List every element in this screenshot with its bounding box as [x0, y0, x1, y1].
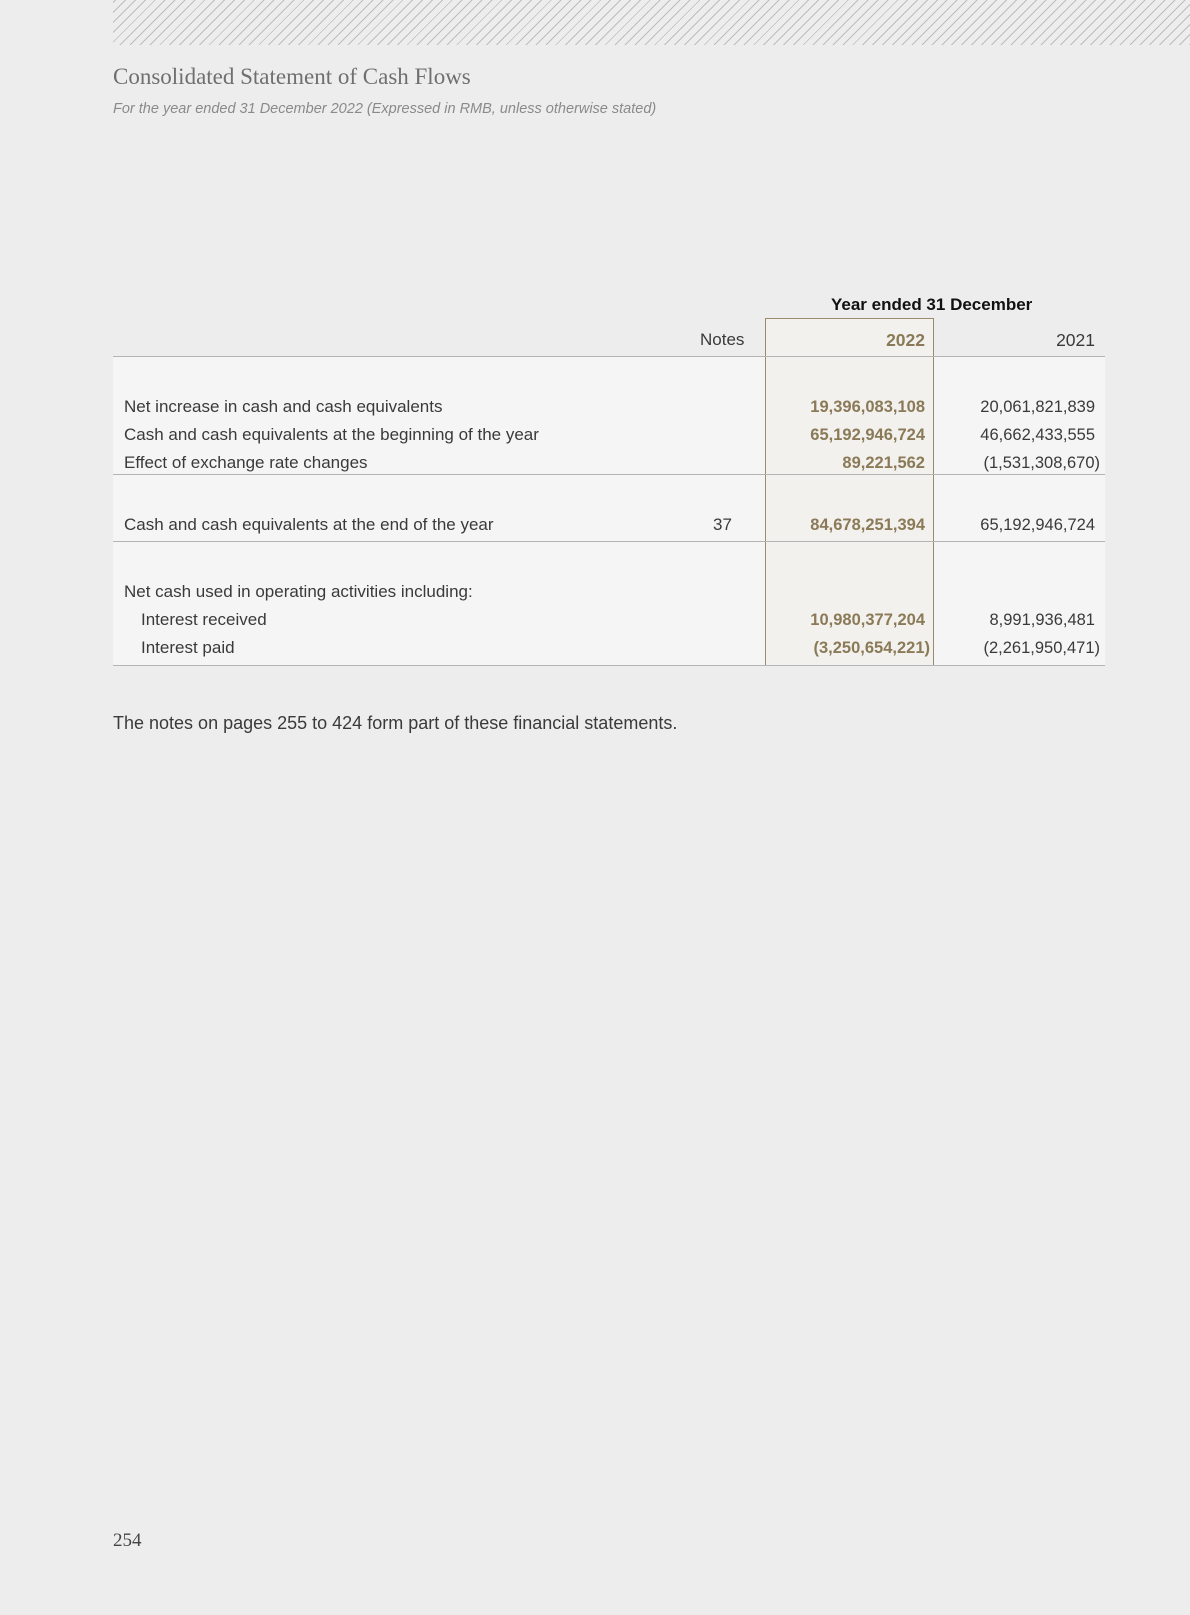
page-number: 254	[113, 1530, 142, 1551]
row-label-interest-paid: Interest paid	[141, 638, 235, 657]
page-subtitle: For the year ended 31 December 2022 (Expressed in RMB, unless otherwise stated)	[113, 101, 657, 117]
row-current-interest-paid: (3,250,654,221)	[813, 639, 930, 657]
header-rule	[113, 356, 1105, 357]
row-label-interest-received: Interest received	[141, 610, 267, 629]
row-prior-ending-balance: 65,192,946,724	[980, 516, 1095, 534]
block-rule-2	[113, 541, 1105, 542]
row-label-exchange-effect: Effect of exchange rate changes	[124, 453, 368, 472]
year-current-header: 2022	[886, 330, 925, 350]
row-prior-interest-received: 8,991,936,481	[989, 611, 1095, 629]
page-title: Consolidated Statement of Cash Flows	[113, 64, 471, 89]
row-current-exchange-effect: 89,221,562	[842, 454, 925, 472]
period-header: Year ended 31 December	[831, 295, 1033, 314]
row-label-beginning-balance: Cash and cash equivalents at the beginning of the year	[124, 425, 539, 444]
bottom-rule	[113, 665, 1105, 666]
decorative-hatch-band	[113, 0, 1190, 45]
row-prior-beginning-balance: 46,662,433,555	[980, 426, 1095, 444]
row-current-net-increase: 19,396,083,108	[810, 398, 925, 416]
row-note-ending-balance: 37	[713, 515, 732, 534]
block-rule-1	[113, 474, 1105, 475]
row-current-beginning-balance: 65,192,946,724	[810, 426, 925, 444]
row-prior-net-increase: 20,061,821,839	[980, 398, 1095, 416]
row-prior-interest-paid: (2,261,950,471)	[983, 639, 1100, 657]
row-label-ending-balance: Cash and cash equivalents at the end of the year	[124, 515, 494, 534]
row-prior-exchange-effect: (1,531,308,670)	[983, 454, 1100, 472]
notes-header: Notes	[700, 330, 745, 349]
row-label-operating-activities: Net cash used in operating activities including:	[124, 582, 473, 601]
row-current-interest-received: 10,980,377,204	[810, 611, 925, 629]
row-current-ending-balance: 84,678,251,394	[810, 516, 925, 534]
year-prior-header: 2021	[1056, 330, 1095, 350]
row-label-net-increase: Net increase in cash and cash equivalents	[124, 397, 443, 416]
footnote: The notes on pages 255 to 424 form part of these financial statements.	[113, 713, 678, 733]
